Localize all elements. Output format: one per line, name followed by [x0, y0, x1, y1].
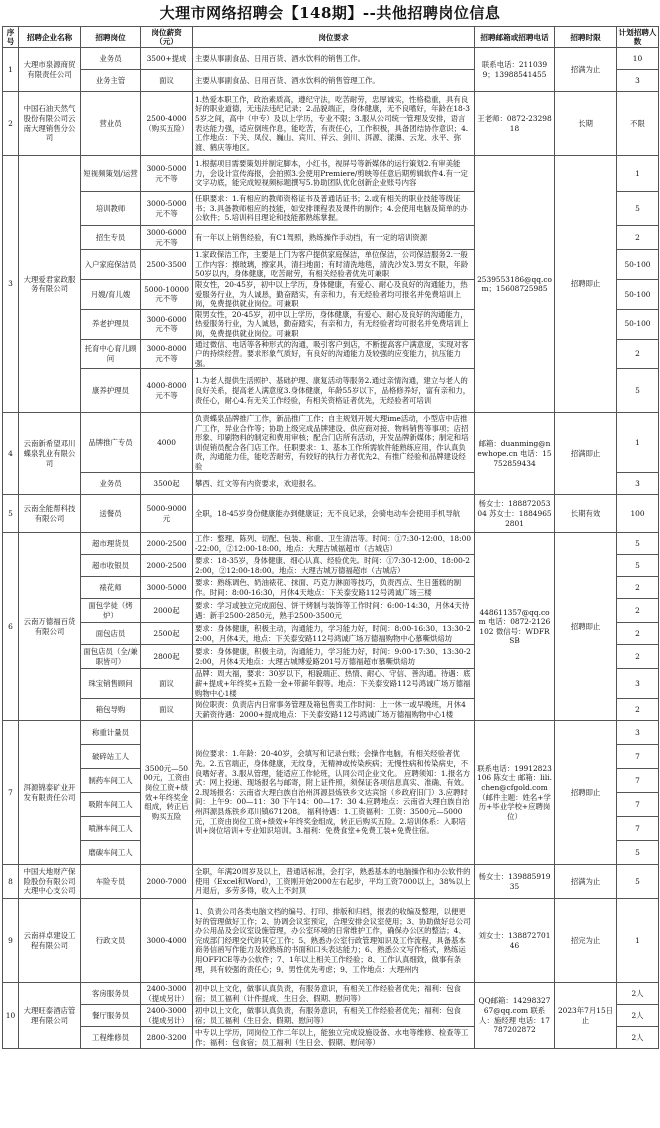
job-count: 2 — [617, 226, 659, 250]
job-salary: 2500-3500 — [141, 250, 193, 280]
job-position: 制药车间工人 — [81, 769, 141, 793]
job-salary: 3000-6000元不等 — [141, 309, 193, 339]
job-count: 50-100 — [617, 280, 659, 310]
job-salary: 2400-3000（提成另计） — [141, 1005, 193, 1027]
job-salary: 面议 — [141, 70, 193, 92]
job-position: 短视频策划/运营 — [81, 156, 141, 192]
job-requirements: 全职，18-45岁身份健康能办到健康证；无不良记录，会骑电动车会使用手机导航 — [193, 495, 475, 533]
job-position: 培训教师 — [81, 192, 141, 226]
job-count: 1 — [617, 156, 659, 192]
job-salary: 3000-5000元不等 — [141, 156, 193, 192]
job-count: 2人 — [617, 1027, 659, 1049]
job-count: 5 — [617, 533, 659, 555]
recruit-period: 招满即止 — [555, 413, 617, 495]
company-contact: 邮箱：duanming@newhope.cn 电话：15752859434 — [475, 413, 555, 495]
job-requirements: 岗位职责：负责店内日常事务管理及箱包售卖工作时间：上一休一或早晚班，月休4天薪资待遇：2000+提成地点：下关泰安路112号鸿诚广场万德福购物中心1楼 — [193, 699, 475, 721]
job-position: 业务主管 — [81, 70, 141, 92]
job-requirements: 攀西、红文等有内资要求，欢迎报名。 — [193, 473, 475, 495]
job-requirements: 全职，年满20周岁及以上，普通话标准，会打字，熟悉基本的电脑操作和办公软件的使用（Excel和Word），工资刚开始2000左右起步，平均工资7000以上，38%以上月退后，多劳多得，收入上不封顶 — [193, 865, 475, 899]
job-position: 行政文员 — [81, 899, 141, 983]
job-salary: 2000起 — [141, 599, 193, 623]
table-row — [3, 413, 659, 473]
job-requirements: 要求：18-35岁，身体健康、细心认真、经验优先。时间：①7:30-12:00、18:00-22:00，②12:00-18:00。地点：大理古城万德福超市（古城店） — [193, 555, 475, 577]
job-position: 客房服务员 — [81, 983, 141, 1005]
job-salary: 3000-6000元不等 — [141, 226, 193, 250]
job-salary: 2500-4000（购买五险） — [141, 92, 193, 156]
job-count: 5 — [617, 865, 659, 899]
table-row — [3, 983, 659, 1005]
job-requirements: 主要从事副食品、日用百货、酒水饮料的销售工作。 — [193, 48, 475, 70]
table-row — [3, 156, 659, 192]
job-count: 50-100 — [617, 309, 659, 339]
job-salary: 面议 — [141, 669, 193, 699]
job-requirements: 1.家政保洁工作，主要是上门为客户提供家庭保洁，单位保洁，公司保洁服务2.一般工作内容：擦玻璃，擦家具，清扫地面；有时清洗地毯，清洗沙发3.男女不限，年龄50岁以内，身体健康，吃苦耐劳，有相关经验者优先可兼职 — [193, 250, 475, 280]
job-requirements: 任职要求：1.有相应的教师资格证书及普通话证书；2.或有相关的职业技能等级证书；3.具备教师相应的技能，如安排课程表及课件的制作；4.会使用电脑及简单的办公软件；5.培训科目理论和技能都熟练掌握。 — [193, 192, 475, 226]
company-name: 洱源锦泰矿业开发有限责任公司 — [19, 721, 81, 865]
job-count: 7 — [617, 817, 659, 841]
job-position: 业务员 — [81, 48, 141, 70]
job-requirements: 岗位要求：1.年龄：20-40岁，会填写和记录台账；会操作电脑，有相关经验者优先。2.五官端正，身体健康，无纹身，无精神或传染疾病；无慢性病和传染病史，不良嗜好者。3.服从管理，能适应工作轮班，认同公司企业文化。 应聘须知：1.报名方式：网上投递、现场报名与邮寄，附上证件照，须保证各项信息真实、准确、有效。2.现场报名：云南省大理白族自治州洱源县炼铁乡文达宾馆（乡政府旧门）3.应聘时间：上午9：00—11：30 下午14：00—17：30 4.应聘地点：云南省大理白族自治州洱源县炼铁乡邓川镇671208。 福利待遇：1.工资福利：工资：3500元—5000元，工资由岗位工资+绩效+年终奖金组成，转正后购买五险。2.培训体系：入职培训+岗位培训+专业知识培训。3.福利：免费食堂+免费工装+免费住宿。 — [193, 721, 475, 865]
job-requirements: 要求：学习或独立完成面包、饼干烤制与装饰等工作时间：6:00-14:30，月休4天待遇：新手2500-2850元，熟手2500-3500元 — [193, 599, 475, 623]
table-row — [3, 533, 659, 555]
header-no: 序号 — [3, 27, 19, 48]
job-count: 1 — [617, 413, 659, 473]
job-count: 3 — [617, 669, 659, 699]
job-position: 超市收银员 — [81, 555, 141, 577]
company-contact: 王老师：0872-2329818 — [475, 92, 555, 156]
job-count: 2 — [617, 645, 659, 669]
job-count: 7 — [617, 793, 659, 817]
job-salary: 2400-3000（提成另计） — [141, 983, 193, 1005]
job-salary: 2000-2500 — [141, 555, 193, 577]
job-position: 车险专员 — [81, 865, 141, 899]
recruit-period: 招满为止 — [555, 865, 617, 899]
job-count: 2人 — [617, 983, 659, 1005]
job-salary: 3000-4000 — [141, 899, 193, 983]
job-count: 5 — [617, 841, 659, 865]
job-requirements: 中专以上学历，同岗位工作二年以上，能独立完成设施设备、水电等维修、检查等工作；福利：包食宿；员工福利（生日会、假期、慰问等） — [193, 1027, 475, 1049]
job-requirements: 要求：熟练调色、奶油裱花、抹面、巧克力淋面等技巧，负责西点、生日蛋糕的制作。时间：8:00-16:30，月休4天地点：下关泰安路112号鸿诚广场三楼 — [193, 577, 475, 599]
row-number: 9 — [3, 899, 19, 983]
job-count: 2人 — [617, 1005, 659, 1027]
recruit-period: 2023年7月15日止 — [555, 983, 617, 1049]
job-count: 5 — [617, 369, 659, 413]
company-name: 中国大地财产保险股份有限公司大理中心支公司 — [19, 865, 81, 899]
table-header-row — [3, 27, 659, 48]
company-contact: 2539553186@qq.com；15608725985 — [475, 156, 555, 413]
row-number: 6 — [3, 533, 19, 721]
company-name: 云南万德福百货有限公司 — [19, 533, 81, 721]
job-count: 7 — [617, 769, 659, 793]
job-count: 3 — [617, 473, 659, 495]
company-contact: 联系电话：19912823106 陈女士 邮箱：lili.chen@cfgold.com（邮件主题：姓名+学历+毕业学校+应聘岗位） — [475, 721, 555, 865]
job-position: 面包店员 — [81, 623, 141, 645]
job-position: 称重计量员 — [81, 721, 141, 745]
row-number: 8 — [3, 865, 19, 899]
job-position: 业务员 — [81, 473, 141, 495]
table-row — [3, 721, 659, 745]
job-position: 面包店员（全/兼职皆可） — [81, 645, 141, 669]
table-row — [3, 899, 659, 983]
job-position: 送餐员 — [81, 495, 141, 533]
job-salary: 3000-5000元不等 — [141, 192, 193, 226]
job-salary: 3500+提成 — [141, 48, 193, 70]
header-requirements: 岗位要求 — [193, 27, 475, 48]
job-requirements: 限女性，20-45岁，初中以上学历，身体健康，有爱心、耐心及良好的沟通能力，热爱服务行业，为人诚恳，勤奋踏实，有亲和力，有无经验者均可报名并免费培训上岗，免费提供就业岗位。可兼职 — [193, 280, 475, 310]
job-table — [2, 26, 659, 1049]
job-requirements: 品牌：周大福，要求：30岁以下，相貌端正、热情、耐心、守信、善沟通。待遇：底薪+提成+年终奖+五险一金+带薪年假等。地点：下关泰安路112号鸿诚广场万德福购物中心1楼 — [193, 669, 475, 699]
company-contact: 联系电话：2110399；13988541455 — [475, 48, 555, 92]
row-number: 2 — [3, 92, 19, 156]
company-contact: 刘女士：13887270146 — [475, 899, 555, 983]
job-position: 喷淋车间工人 — [81, 817, 141, 841]
job-count: 2 — [617, 599, 659, 623]
job-position: 工程维修员 — [81, 1027, 141, 1049]
job-count: 5 — [617, 555, 659, 577]
header-salary: 岗位薪资（元） — [141, 27, 193, 48]
job-position: 月嫂/育儿嫂 — [81, 280, 141, 310]
job-requirements: 主要从事副食品、日用百货、酒水饮料的销售管理工作。 — [193, 70, 475, 92]
job-position: 餐厅服务员 — [81, 1005, 141, 1027]
job-salary: 3000-5000 — [141, 577, 193, 599]
job-count: 5 — [617, 192, 659, 226]
header-position: 招聘岗位 — [81, 27, 141, 48]
company-name: 云南祥卓建设工程有限公司 — [19, 899, 81, 983]
job-count: 2 — [617, 699, 659, 721]
job-position: 招生专员 — [81, 226, 141, 250]
header-contact: 招聘邮箱或招聘电话 — [475, 27, 555, 48]
job-salary: 5000-9000元 — [141, 495, 193, 533]
job-salary: 面议 — [141, 699, 193, 721]
job-salary: 3500元—5000元，工资由岗位工资+绩效+年终奖金组成，转正后购买五险 — [141, 721, 193, 865]
job-salary: 2000-2500 — [141, 533, 193, 555]
job-position: 营业员 — [81, 92, 141, 156]
job-requirements: 1、负责公司各类电脑文档的编号、打印、排版和归档，报表的收编及整理，以便更好的管理做好工作；2、协调会议室预定，合理安排会议室使用；3、协助做好总公司办公用品及会议室设施管理，办公室环境的日常维护工作，确保办公区的整洁；4、完成部门经理交代的其它工作；5、熟悉办公室行政管理知识及工作流程，具备基本商务信函写作能力及较熟练的书面和口头表达能力；6、熟悉公文写作格式，熟练运用OFFICE等办公软件；7、1年以上相关工作经验；8、工作认真细致，做事有条理，具有较强的责任心；9、男性优先考虑；9、工作地点：大理州内 — [193, 899, 475, 983]
row-number: 5 — [3, 495, 19, 533]
table-body — [3, 48, 659, 1049]
job-requirements: 负责蝶泉品牌推广工作，新品推广工作；自主规划开展大理ime活动，小型店中店推广工作，异业合作等；协助上级完成品牌建设、供应商对接、物料销售等事项；店招形象、印刷物料的制定和费用审核；配合门店所有活动，开发品牌新媒体；制定和培训促销员配合各门店工作。任职要求：1、基本工作所需软件能熟练应用，作认真负责，沟通能力佳，能吃苦耐劳，有较好的执行力者优先2、有推广经验和品牌建设经验 — [193, 413, 475, 473]
job-position: 吸附车间工人 — [81, 793, 141, 817]
job-requirements: 1.热爱本职工作，政治素质高，遵纪守法，吃苦耐劳，忠厚诚实，性格稳重，具有良好的职业道德，无违法违纪记录；2.品貌端正，身体健康，无不良嗜好，年龄在18-35岁之间，高中（中专）及以上学历，专业不限；3.服从公司统一管理及安排，语言表达能力强，适应倒班作息，能吃苦，有责任心，工作积极，具备团结协作意识；4.工作地点：下关、凤仪、巍山、宾川、祥云、剑川、洱源、漾濞、云龙、永平、弥渡、鹤庆等地区。 — [193, 92, 475, 156]
job-salary: 2000-7000 — [141, 865, 193, 899]
job-salary: 4000 — [141, 413, 193, 473]
job-requirements: 1.根据项目需要策划并制定脚本，小红书，视屏号等新媒体的运行策划2.有审美能力，会设计宣传海报，会拍照3.会使用Premiere/剪映等任意后期剪辑软件4.有一定文字功底，能完成短视频标题撰写5.协助团队优化创新企业账号内容 — [193, 156, 475, 192]
job-position: 入户家庭保洁员 — [81, 250, 141, 280]
job-position: 破碎站工人 — [81, 745, 141, 769]
job-count: 100 — [617, 495, 659, 533]
job-position: 裱花师 — [81, 577, 141, 599]
job-requirements: 有一年以上销售经验，有C1驾照，熟练操作手动挡，有一定的培训资源 — [193, 226, 475, 250]
job-position: 超市理货员 — [81, 533, 141, 555]
job-requirements: 1.为老人提供生活照护、基础护理、康复活动等服务2.通过亲情沟通，建立与老人的良好关系，提高老人满意度3.身体健康，年龄55岁以下，品格修养好，富有亲和力，责任心，耐心4.有无关工作经验，有相关资格证者优先，无经验者可培训 — [193, 369, 475, 413]
recruit-period: 招完为止 — [555, 899, 617, 983]
table-row — [3, 865, 659, 899]
job-requirements: 工作：整理、陈列、切配、包装、称重、卫生清洁等。时间：①7:30-12:00、18:00-22:00，②12:00-18:00。地点：大理古城福超市（古城店） — [193, 533, 475, 555]
company-contact: QQ邮箱：1429832767@qq.com 联系人：施经理 电话：17787202872 — [475, 983, 555, 1049]
job-count: 1 — [617, 899, 659, 983]
table-row — [3, 48, 659, 70]
company-name: 大理市泉源商贸有限责任公司 — [19, 48, 81, 92]
job-position: 品牌推广专员 — [81, 413, 141, 473]
job-count: 3 — [617, 721, 659, 745]
company-contact: 448611357@qq.com 电话：0872-2126102 微信号：WDFRSB — [475, 533, 555, 721]
job-position: 珠宝销售顾问 — [81, 669, 141, 699]
job-count: 50-100 — [617, 250, 659, 280]
table-row — [3, 495, 659, 533]
job-count: 2 — [617, 339, 659, 369]
row-number: 7 — [3, 721, 19, 865]
job-position: 养老护理员 — [81, 309, 141, 339]
recruit-period: 招聘即止 — [555, 533, 617, 721]
job-salary: 2800起 — [141, 645, 193, 669]
job-requirements: 要求：身体健康，积极主动，沟通能力，学习能力好，时间：8:00-16:30、13:30-22:00，月休4天，地点：下关泰安路112号鸿诚广场万德福购物中心慕嘶烘焙坊 — [193, 623, 475, 645]
job-requirements: 初中以上文化，做事认真负责，有服务意识，有相关工作经验者优先；福利：包食宿；员工福利（生日会、假期、慰问等） — [193, 1005, 475, 1027]
job-count: 3 — [617, 70, 659, 92]
company-contact: 杨女士：13988591935 — [475, 865, 555, 899]
job-position: 箱包导购 — [81, 699, 141, 721]
job-position: 面包学徒（烤炉） — [81, 599, 141, 623]
job-position: 磨碳车间工人 — [81, 841, 141, 865]
row-number: 3 — [3, 156, 19, 413]
job-position: 康养护理员 — [81, 369, 141, 413]
job-requirements: 初中以上文化，做事认真负责，有服务意识，有相关工作经验者优先；福利：包食宿；员工福利（计件提成、生日会、假期、慰问等） — [193, 983, 475, 1005]
header-period: 招聘时限 — [555, 27, 617, 48]
company-name: 云南新希望邓川蝶泉乳业有限公司 — [19, 413, 81, 495]
job-count: 2 — [617, 623, 659, 645]
row-number: 1 — [3, 48, 19, 92]
job-salary: 4000-8000元不等 — [141, 369, 193, 413]
job-count: 2 — [617, 577, 659, 599]
row-number: 4 — [3, 413, 19, 495]
recruit-period: 招聘即止 — [555, 156, 617, 413]
header-company: 招聘企业名称 — [19, 27, 81, 48]
job-count: 10 — [617, 48, 659, 70]
job-salary: 5000-10000元不等 — [141, 280, 193, 310]
job-salary: 2500起 — [141, 623, 193, 645]
company-name: 云南全能帮科技有限公司 — [19, 495, 81, 533]
row-number: 10 — [3, 983, 19, 1049]
job-requirements: 要求：身体健康，积极主动，沟通能力，学习能力好，时间：9:00-17:30、13:30-22:00，月休4天地点：大理古城博爱路201号万德福超市慕嘶烘焙坊 — [193, 645, 475, 669]
company-name: 中国石油天然气股份有限公司云南大理销售分公司 — [19, 92, 81, 156]
recruit-period: 招聘即止 — [555, 721, 617, 865]
job-count: 7 — [617, 745, 659, 769]
recruit-period: 长期 — [555, 92, 617, 156]
recruit-period: 招满为止 — [555, 48, 617, 92]
job-position: 托育中心育儿顾问 — [81, 339, 141, 369]
page-title: 大理市网络招聘会【148期】--共他招聘岗位信息 — [159, 4, 501, 22]
job-salary: 3500起 — [141, 473, 193, 495]
company-contact: 杨女士：18887205304 苏女士：18849652801 — [475, 495, 555, 533]
recruit-period: 长期有效 — [555, 495, 617, 533]
job-salary: 2800-3200 — [141, 1027, 193, 1049]
header-count: 计划招聘人数 — [617, 27, 659, 48]
job-salary: 3000-8000元不等 — [141, 339, 193, 369]
company-name: 大理爱君家政服务有限公司 — [19, 156, 81, 413]
table-row — [3, 92, 659, 156]
job-count: 不限 — [617, 92, 659, 156]
job-requirements: 通过微信、电话等各种形式的沟通，吸引客户到店，不断提高客户满意度，实现对客户的持续经营。要求形象气质好，有良好的沟通能力及较强的应变能力，抗压能力强。 — [193, 339, 475, 369]
company-name: 大理旺泰酒店管理有限公司 — [19, 983, 81, 1049]
job-requirements: 限男女性，20-45岁，初中以上学历，身体健康，有爱心、耐心及良好的沟通能力，热爱服务行业，为人诚恳，勤奋踏实，有亲和力，有无经验者均可报名并免费培训上岗，免费提供就业岗位。可兼职 — [193, 309, 475, 339]
